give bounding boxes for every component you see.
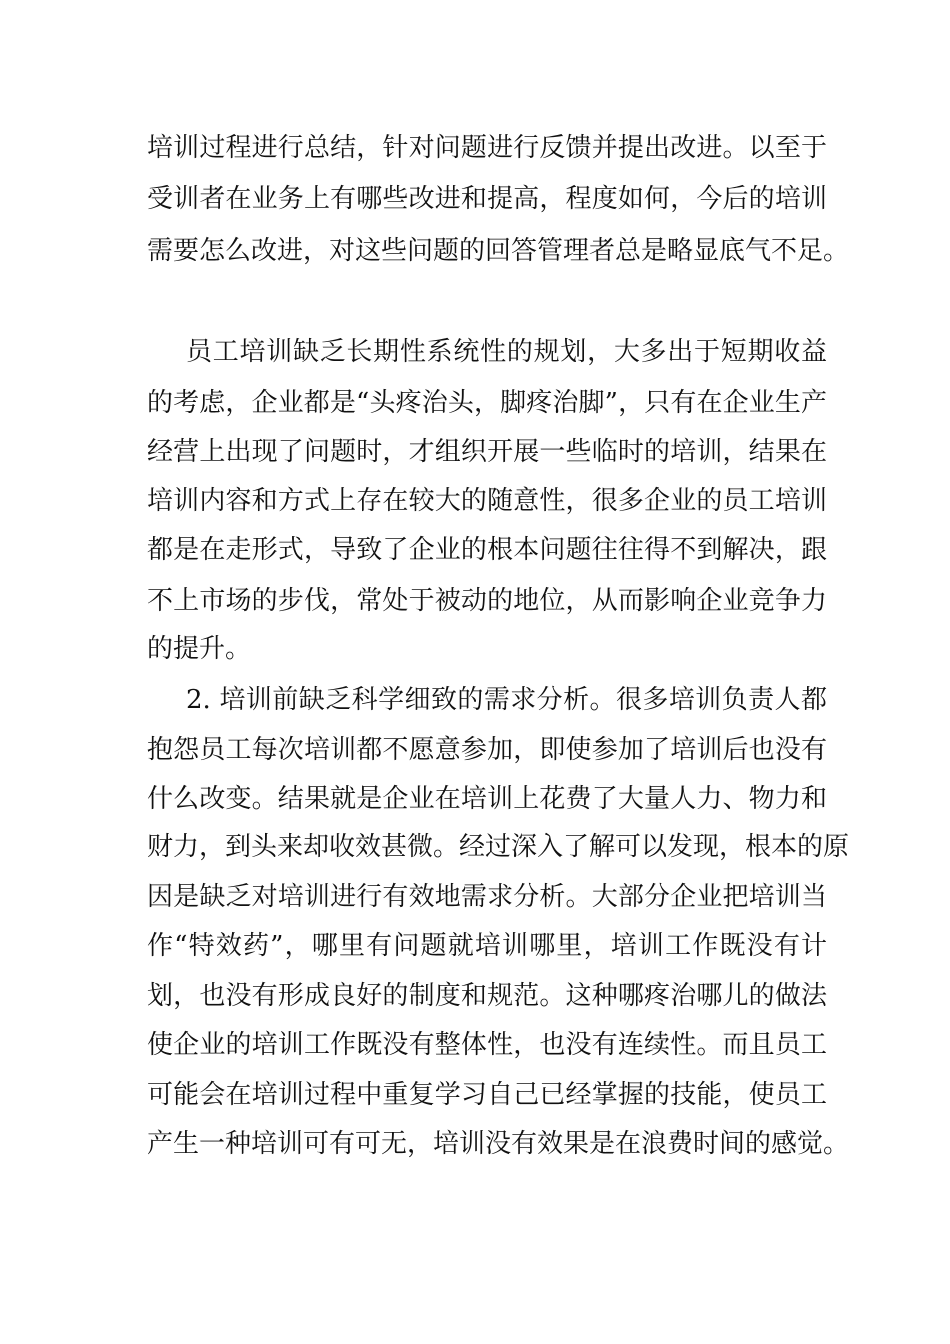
paragraph-1-line-3: 需要怎么改进，对这些问题的回答管理者总是略显底气不足。 xyxy=(147,236,850,266)
paragraph-2-line-3: 经营上出现了问题时，才组织开展一些临时的培训，结果在 xyxy=(147,437,827,467)
paragraph-3-line-7: 划，也没有形成良好的制度和规范。这种哪疼治哪儿的做法 xyxy=(147,981,827,1011)
paragraph-2-line-7: 的提升。 xyxy=(147,634,252,664)
paragraph-3-line-9: 可能会在培训过程中重复学习自己已经掌握的技能，使员工 xyxy=(147,1080,827,1110)
paragraph-2-line-6: 不上市场的步伐，常处于被动的地位，从而影响企业竞争力 xyxy=(147,586,827,616)
paragraph-3-line-10: 产生一种培训可有可无，培训没有效果是在浪费时间的感觉。 xyxy=(147,1129,850,1159)
paragraph-2-line-5: 都是在走形式，导致了企业的根本问题往往得不到解决，跟 xyxy=(147,535,827,565)
paragraph-3-line-3: 什么改变。结果就是企业在培训上花费了大量人力、物力和 xyxy=(147,784,827,814)
paragraph-1-line-1: 培训过程进行总结，针对问题进行反馈并提出改进。以至于 xyxy=(147,133,827,163)
paragraph-3-line-8: 使企业的培训工作既没有整体性，也没有连续性。而且员工 xyxy=(147,1030,827,1060)
paragraph-2-line-4: 培训内容和方式上存在较大的随意性，很多企业的员工培训 xyxy=(147,486,827,516)
paragraph-2-line-2: 的考虑，企业都是“头疼治头，脚疼治脚”，只有在企业生产 xyxy=(147,388,827,418)
paragraph-3-line-5: 因是缺乏对培训进行有效地需求分析。大部分企业把培训当 xyxy=(147,882,827,912)
paragraph-1-line-2: 受训者在业务上有哪些改进和提高，程度如何，今后的培训 xyxy=(147,184,827,214)
paragraph-2-line-1: 员工培训缺乏长期性系统性的规划，大多出于短期收益 xyxy=(186,337,827,367)
paragraph-3-line-6: 作“特效药”，哪里有问题就培训哪里，培训工作既没有计 xyxy=(147,931,827,961)
paragraph-3-line-1: 2. 培训前缺乏科学细致的需求分析。很多培训负责人都 xyxy=(186,685,827,715)
paragraph-3-line-2: 抱怨员工每次培训都不愿意参加，即使参加了培训后也没有 xyxy=(147,735,827,765)
paragraph-3-line-4: 财力，到头来却收效甚微。经过深入了解可以发现，根本的原 xyxy=(147,832,850,862)
